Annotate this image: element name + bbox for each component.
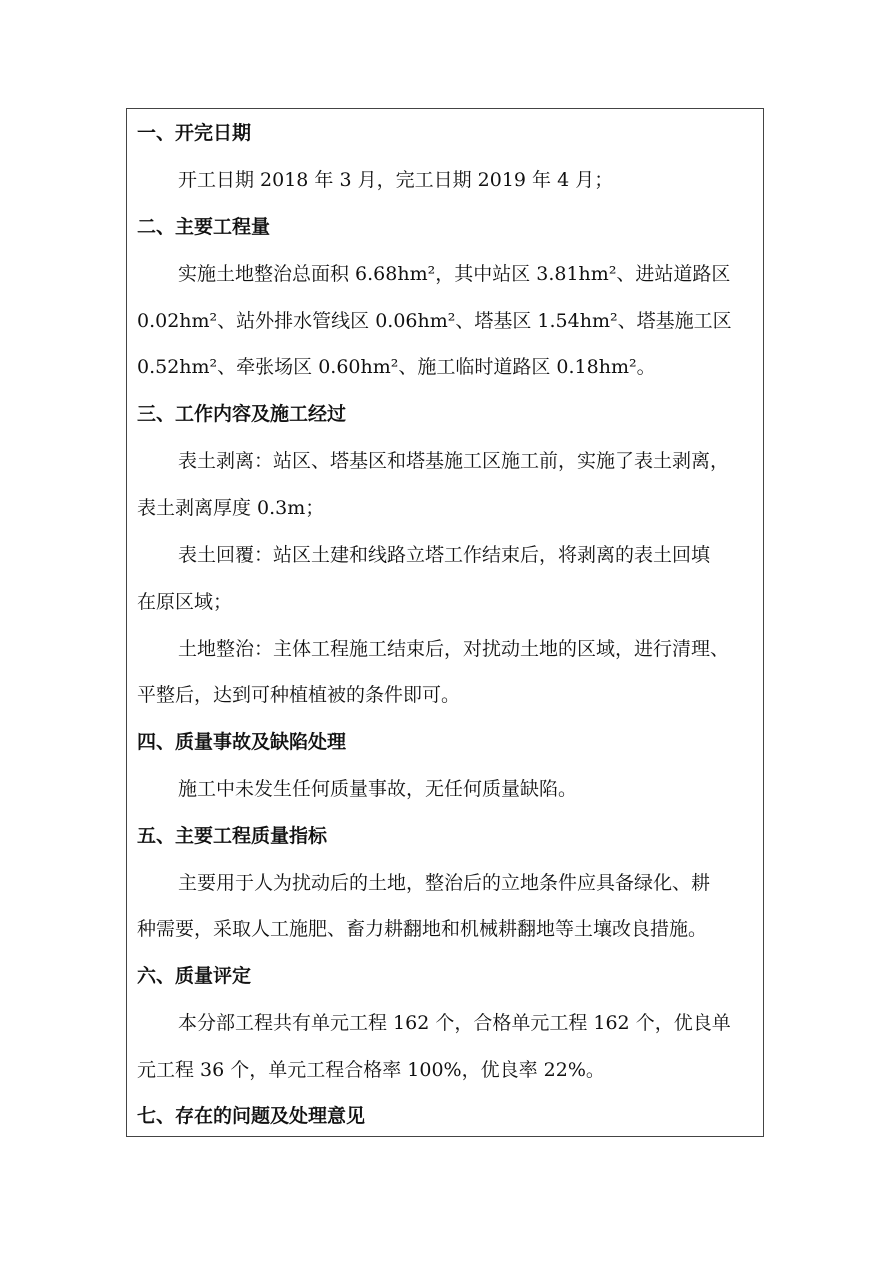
section-heading: 三、工作内容及施工经过: [137, 403, 347, 425]
section-heading: 七、存在的问题及处理意见: [137, 1105, 366, 1127]
paragraph-line: 实施土地整治总面积 6.68hm²，其中站区 3.81hm²、进站道路区: [178, 263, 731, 285]
paragraph-line: 主要用于人为扰动后的土地，整治后的立地条件应具备绿化、耕: [178, 872, 711, 894]
section-heading: 二、主要工程量: [137, 216, 271, 238]
paragraph-line: 元工程 36 个，单元工程合格率 100%，优良率 22%。: [137, 1059, 605, 1081]
paragraph-line: 表土回覆：站区土建和线路立塔工作结束后，将剥离的表土回填: [178, 544, 711, 566]
section-heading: 四、质量事故及缺陷处理: [137, 731, 347, 753]
paragraph-line: 表土剥离：站区、塔基区和塔基施工区施工前，实施了表土剥离，: [178, 450, 730, 472]
paragraph-line: 平整后，达到可种植植被的条件即可。: [137, 684, 461, 706]
paragraph-line: 开工日期 2018 年 3 月，完工日期 2019 年 4 月；: [178, 169, 614, 191]
paragraph-line: 种需要，采取人工施肥、畜力耕翻地和机械耕翻地等土壤改良措施。: [137, 918, 708, 940]
paragraph-line: 土地整治：主体工程施工结束后，对扰动土地的区域，进行清理、: [178, 638, 730, 660]
paragraph-line: 施工中未发生任何质量事故，无任何质量缺陷。: [178, 778, 578, 800]
paragraph-line: 本分部工程共有单元工程 162 个，合格单元工程 162 个，优良单: [178, 1012, 731, 1034]
section-heading: 一、开完日期: [137, 122, 252, 144]
section-heading: 五、主要工程质量指标: [137, 825, 328, 847]
paragraph-line: 0.52hm²、牵张场区 0.60hm²、施工临时道路区 0.18hm²。: [137, 356, 656, 378]
paragraph-line: 0.02hm²、站外排水管线区 0.06hm²、塔基区 1.54hm²、塔基施工区: [137, 310, 732, 332]
paragraph-line: 在原区域；: [137, 591, 233, 613]
section-heading: 六、质量评定: [137, 965, 252, 987]
paragraph-line: 表土剥离厚度 0.3m；: [137, 497, 325, 519]
